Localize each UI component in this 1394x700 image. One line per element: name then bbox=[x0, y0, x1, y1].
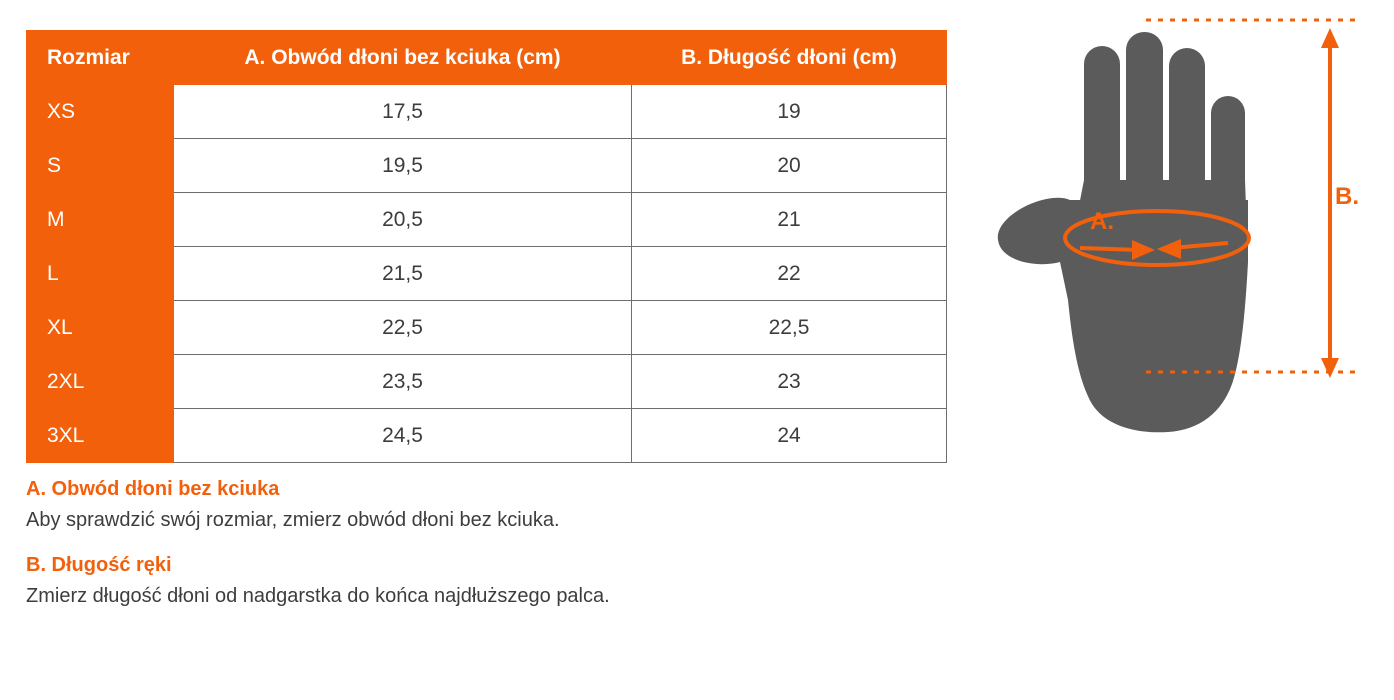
cell-length: 19 bbox=[632, 85, 947, 139]
size-table-container bbox=[26, 30, 946, 463]
table-header-row bbox=[27, 31, 947, 85]
cell-size: L bbox=[27, 247, 174, 301]
note-b-text: Zmierz długość dłoni od nadgarstka do końca najdłuższego palca. bbox=[26, 585, 610, 607]
cell-circumference: 17,5 bbox=[174, 85, 632, 139]
cell-circumference: 19,5 bbox=[174, 139, 632, 193]
table-row bbox=[27, 409, 947, 463]
note-a-title: A. Obwód dłoni bez kciuka bbox=[26, 478, 280, 500]
cell-length: 20 bbox=[632, 139, 947, 193]
table-row bbox=[27, 301, 947, 355]
cell-size: S bbox=[27, 139, 174, 193]
cell-length: 21 bbox=[632, 193, 947, 247]
cell-length: 22 bbox=[632, 247, 947, 301]
header-size: Rozmiar bbox=[27, 31, 174, 85]
size-table bbox=[26, 30, 947, 463]
cell-length: 24 bbox=[632, 409, 947, 463]
note-a bbox=[26, 478, 966, 532]
cell-length: 23 bbox=[632, 355, 947, 409]
hand-diagram-svg bbox=[960, 0, 1394, 480]
cell-size: XS bbox=[27, 85, 174, 139]
cell-circumference: 23,5 bbox=[174, 355, 632, 409]
cell-size: XL bbox=[27, 301, 174, 355]
note-b-title: B. Długość ręki bbox=[26, 554, 172, 576]
cell-circumference: 20,5 bbox=[174, 193, 632, 247]
table-row bbox=[27, 193, 947, 247]
table-row bbox=[27, 139, 947, 193]
header-hand-length: B. Długość dłoni (cm) bbox=[632, 31, 947, 85]
hand-measurement-illustration bbox=[960, 0, 1394, 480]
cell-circumference: 24,5 bbox=[174, 409, 632, 463]
cell-size: 2XL bbox=[27, 355, 174, 409]
note-b bbox=[26, 554, 966, 608]
table-row bbox=[27, 355, 947, 409]
note-a-text: Aby sprawdzić swój rozmiar, zmierz obwód dłoni bez kciuka. bbox=[26, 509, 560, 531]
size-table-head bbox=[27, 31, 947, 85]
table-row bbox=[27, 85, 947, 139]
cell-length: 22,5 bbox=[632, 301, 947, 355]
cell-size: 3XL bbox=[27, 409, 174, 463]
size-table-body bbox=[27, 85, 947, 463]
label-a: A. bbox=[1090, 208, 1114, 235]
cell-circumference: 22,5 bbox=[174, 301, 632, 355]
cell-size: M bbox=[27, 193, 174, 247]
header-hand-circumference: A. Obwód dłoni bez kciuka (cm) bbox=[174, 31, 632, 85]
table-row bbox=[27, 247, 947, 301]
label-b: B. bbox=[1335, 183, 1359, 210]
measurement-notes bbox=[26, 478, 966, 630]
cell-circumference: 21,5 bbox=[174, 247, 632, 301]
